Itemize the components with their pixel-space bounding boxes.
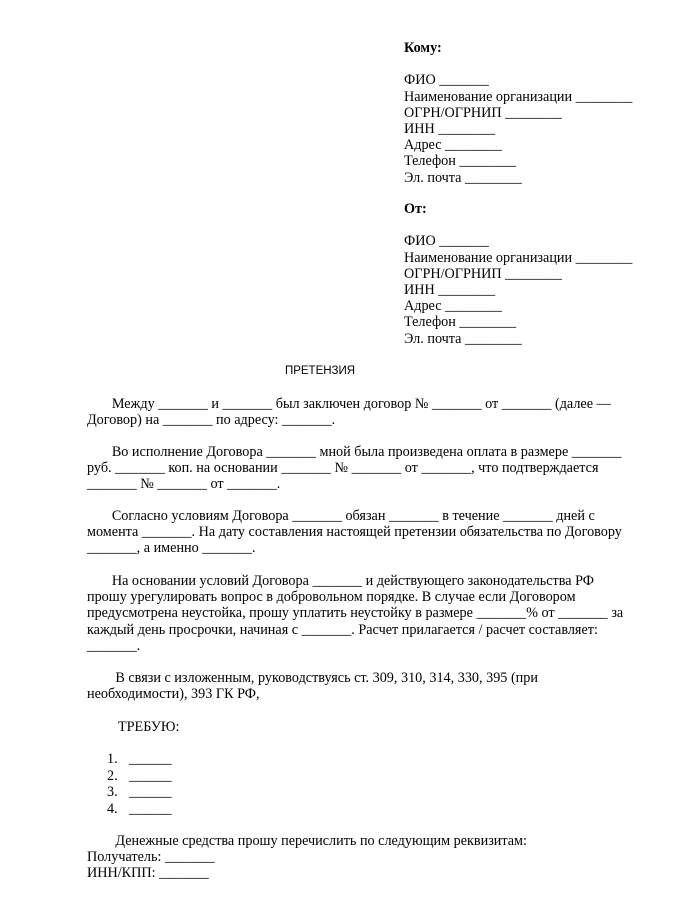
paragraph-line: Во исполнение Договора _______ мной была произведена оплата в размере _______ (87, 444, 622, 460)
from-line-name: ФИО _______ (404, 233, 489, 250)
bank-inn-kpp: ИНН/КПП: _______ (87, 865, 209, 882)
to-line-org: Наименование организации ________ (404, 88, 633, 105)
paragraph-line: руб. _______ коп. на основании _______ № _______ от _______, что подтверждается (87, 460, 599, 477)
demand-heading: ТРЕБУЮ: (118, 719, 180, 735)
to-line-phone: Телефон ________ (404, 153, 517, 170)
paragraph-line: На основании условий Договора _______ и действующего законодательства РФ (87, 573, 594, 589)
document-title: ПРЕТЕНЗИЯ (284, 365, 356, 377)
from-line-org: Наименование организации ________ (404, 249, 633, 266)
from-heading: От: (404, 201, 427, 217)
paragraph-line: _______, а именно _______. (87, 540, 256, 557)
list-item-text: ______ (129, 751, 172, 767)
bank-recipient: Получатель: _______ (87, 849, 215, 866)
paragraph-line: _______ № _______ от _______. (87, 476, 281, 493)
paragraph-legal-basis (87, 670, 627, 702)
to-line-name: ФИО _______ (404, 72, 489, 89)
bank-details (87, 833, 527, 882)
list-item-text: ______ (129, 800, 172, 817)
paragraph-line: момента _______. На дату составления настоящей претензии обязательства по Договору (87, 524, 622, 541)
paragraph-line: каждый день просрочки, начиная с _______. Расчет прилагается / расчет составляет: (87, 621, 598, 638)
list-item (107, 751, 172, 768)
paragraph-line: _______. (87, 637, 141, 654)
list-item-text: ______ (129, 784, 172, 800)
from-line-ogrn: ОГРН/ОГРНИП ________ (404, 265, 562, 282)
demand-list (107, 751, 172, 817)
list-item-number: 1. (107, 751, 118, 767)
paragraph-contract (87, 396, 627, 428)
list-item-text: ______ (129, 767, 172, 784)
paragraph-line: Договор) на _______ по адресу: _______. (87, 412, 336, 429)
from-line-email: Эл. почта ________ (404, 330, 522, 347)
from-line-address: Адрес ________ (404, 298, 502, 315)
from-line-inn: ИНН ________ (404, 282, 496, 298)
paragraph-penalty (87, 573, 627, 654)
list-item-number: 3. (107, 784, 118, 800)
paragraph-payment (87, 444, 627, 493)
paragraph-line: прошу урегулировать вопрос в добровольном порядке. В случае если Договором (87, 589, 576, 606)
to-line-email: Эл. почта ________ (404, 169, 522, 186)
paragraph-line: Между _______ и _______ был заключен договор № _______ от _______ (далее — (87, 396, 611, 412)
list-item-number: 2. (107, 767, 118, 784)
to-line-address: Адрес ________ (404, 137, 502, 154)
from-block (404, 201, 632, 347)
paragraph-obligations (87, 508, 627, 557)
to-heading: Кому: (404, 40, 442, 56)
paragraph-line: В связи с изложенным, руководствуясь ст. 309, 310, 314, 330, 395 (при (87, 670, 538, 686)
list-item (107, 801, 172, 818)
to-line-ogrn: ОГРН/ОГРНИП ________ (404, 104, 562, 121)
to-line-inn: ИНН ________ (404, 121, 496, 137)
paragraph-line: предусмотрена неустойка, прошу уплатить неустойку в размере _______% от _______ за (87, 605, 624, 622)
paragraph-line: Согласно условиям Договора _______ обязан _______ в течение _______ дней с (87, 508, 595, 524)
to-block (404, 40, 632, 186)
list-item (107, 768, 172, 785)
from-line-phone: Телефон ________ (404, 314, 517, 331)
list-item-number: 4. (107, 800, 118, 817)
paragraph-line: необходимости), 393 ГК РФ, (87, 686, 260, 703)
bank-intro: Денежные средства прошу перечислить по следующим реквизитам: (87, 833, 527, 849)
list-item (107, 784, 172, 801)
